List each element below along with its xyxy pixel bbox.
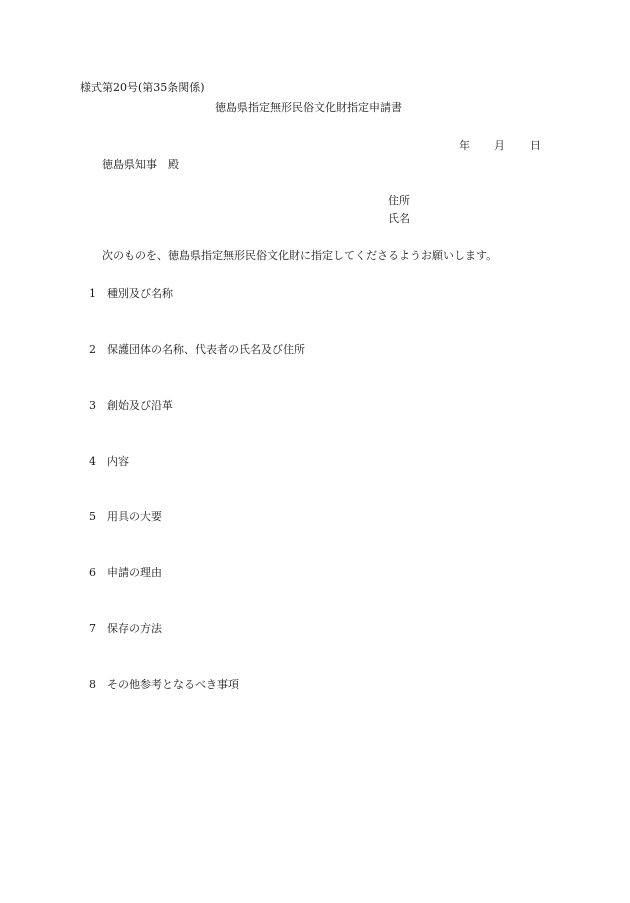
document-title: 徳島県指定無形民俗文化財指定申請書 [215,101,402,114]
item-label: 申請の理由 [107,566,162,579]
date-month-label: 月 [494,139,505,152]
name-label: 氏名 [388,212,410,225]
list-item [89,399,173,413]
item-label: 保護団体の名称、代表者の氏名及び住所 [107,343,305,356]
item-number: 8 [89,678,96,691]
item-label: 用具の大要 [107,510,162,523]
item-number: 2 [89,343,96,356]
item-label: 内容 [107,455,129,468]
item-number: 6 [89,566,96,579]
item-number: 4 [89,455,96,468]
list-item [89,510,162,524]
list-item [89,343,305,357]
list-item [89,622,162,636]
item-number: 7 [89,622,96,635]
item-label: 創始及び沿革 [107,399,173,412]
item-number: 1 [89,287,96,300]
request-text: 次のものを、徳島県指定無形民俗文化財に指定してくださるようお願いします。 [102,249,498,262]
list-item [89,566,162,580]
date-year-label: 年 [459,139,470,152]
form-number: 様式第20号(第35条関係) [80,81,205,94]
item-label: 保存の方法 [107,622,162,635]
item-label: その他参考となるべき事項 [107,678,239,691]
item-label: 種別及び名称 [107,287,173,300]
date-day-label: 日 [530,139,541,152]
list-item [89,287,173,301]
item-number: 5 [89,510,96,523]
item-number: 3 [89,399,96,412]
list-item [89,678,239,692]
list-item [89,455,129,469]
addressee: 徳島県知事 殿 [102,158,179,171]
address-label: 住所 [388,194,410,207]
